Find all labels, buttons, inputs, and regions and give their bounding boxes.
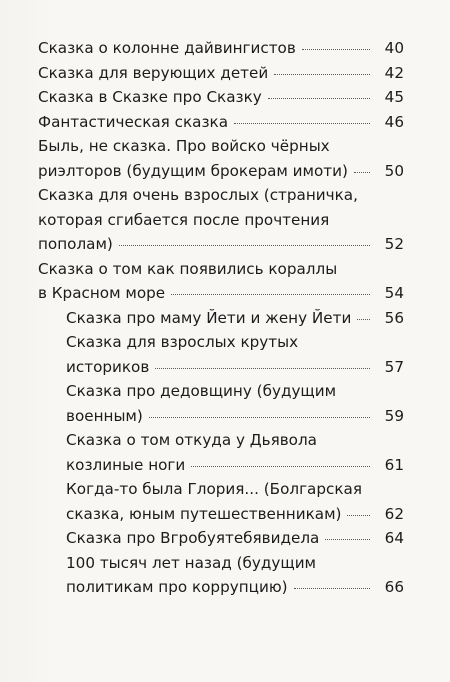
toc-page-number: 52 [384, 235, 404, 253]
toc-entry-title-line: историков [66, 357, 150, 376]
toc-page-number: 66 [384, 578, 404, 596]
toc-entry [38, 134, 404, 183]
toc-entry-last-line [38, 110, 404, 135]
toc-entry-title-line: Сказка про Вгробуятебявидела [66, 529, 320, 547]
toc-page-number: 64 [384, 529, 404, 547]
toc-page-number: 46 [384, 112, 404, 131]
toc-page-number: 62 [384, 504, 404, 523]
toc-page-number: 42 [384, 63, 404, 82]
toc-entry-title-line: Сказка для очень взрослых (страничка, [38, 186, 358, 204]
toc-entry-title-line: которая сгибается после прочтения [38, 210, 330, 229]
toc-entry [38, 36, 404, 61]
toc-entry-last-line [38, 281, 404, 306]
dot-leader [325, 539, 370, 540]
toc-entry [38, 61, 404, 86]
toc-page-number: 56 [384, 308, 404, 327]
toc-page-number: 45 [384, 88, 404, 106]
toc-entry-last-line [66, 355, 404, 380]
toc-entry-title-line: Сказка для взрослых крутых [66, 333, 299, 351]
toc-entry-title-line: козлиные ноги [66, 455, 186, 474]
toc-entry [66, 551, 404, 600]
toc-page-number: 57 [384, 357, 404, 376]
toc-page-number: 59 [384, 406, 404, 425]
dot-leader [119, 245, 370, 246]
dot-leader [294, 588, 370, 589]
toc-page-number: 50 [384, 161, 404, 180]
toc-entry-last-line [38, 232, 404, 257]
toc-page-number: 61 [384, 455, 404, 474]
toc-entry-title-line: Сказка в Сказке про Сказку [38, 88, 262, 106]
table-of-contents [0, 36, 450, 600]
toc-entry-title-line: Сказка о том как появились кораллы [38, 259, 338, 278]
toc-entry [66, 477, 404, 526]
toc-entry-last-line [66, 526, 404, 551]
dot-leader [191, 466, 370, 467]
toc-entry-last-line [66, 575, 404, 600]
toc-entry-title-line: риэлторов (будущим брокерам имоти) [38, 161, 348, 180]
toc-entry-last-line [66, 453, 404, 478]
toc-entry [66, 428, 404, 477]
toc-entry-title-line: Фантастическая сказка [38, 112, 229, 131]
dot-leader [357, 319, 370, 320]
dot-leader [302, 49, 370, 50]
toc-entry-last-line [66, 404, 404, 429]
toc-entry [66, 379, 404, 428]
toc-entry-title-line: Когда-то была Глория... (Болгарская [66, 480, 362, 498]
toc-entry [38, 110, 404, 135]
toc-entry-title-line: Сказка о колонне дайвингистов [38, 39, 296, 57]
toc-entry [38, 85, 404, 110]
toc-entry-last-line [38, 61, 404, 86]
toc-entry [38, 183, 404, 257]
toc-entry-title-line: в Красном море [38, 284, 166, 302]
toc-page-number: 40 [384, 39, 404, 57]
toc-entry-title-line: Сказка для верующих детей [38, 63, 269, 82]
dot-leader [234, 123, 370, 124]
dot-leader [347, 515, 370, 516]
toc-entry-title-line: политикам про коррупцию) [66, 578, 288, 596]
toc-entry-title-line: военным) [66, 406, 143, 425]
toc-entry-title-line: Сказка про дедовщину (будущим [66, 382, 337, 400]
toc-entry [66, 306, 404, 331]
dot-leader [155, 368, 370, 369]
toc-entry-title-line: Сказка про маму Йети и жену Йети [66, 308, 352, 327]
toc-entry-title-line: Быль, не сказка. Про войско чёрных [38, 137, 330, 155]
toc-entry-title-line: 100 тысяч лет назад (будущим [66, 553, 317, 572]
dot-leader [354, 172, 370, 173]
toc-entry-title-line: сказка, юным путешественникам) [66, 504, 342, 523]
dot-leader [171, 294, 370, 295]
toc-entry-last-line [38, 85, 404, 110]
toc-entry-last-line [66, 306, 404, 331]
dot-leader [149, 417, 370, 418]
toc-page-number: 54 [384, 284, 404, 302]
toc-entry-last-line [38, 159, 404, 184]
toc-entry [66, 330, 404, 379]
toc-entry [66, 526, 404, 551]
toc-entry-last-line [66, 502, 404, 527]
toc-entry-last-line [38, 36, 404, 61]
dot-leader [274, 74, 370, 75]
dot-leader [268, 98, 370, 99]
toc-entry-title-line: пополам) [38, 235, 113, 253]
toc-entry [38, 257, 404, 306]
toc-entry-title-line: Сказка о том откуда у Дьявола [66, 431, 317, 449]
